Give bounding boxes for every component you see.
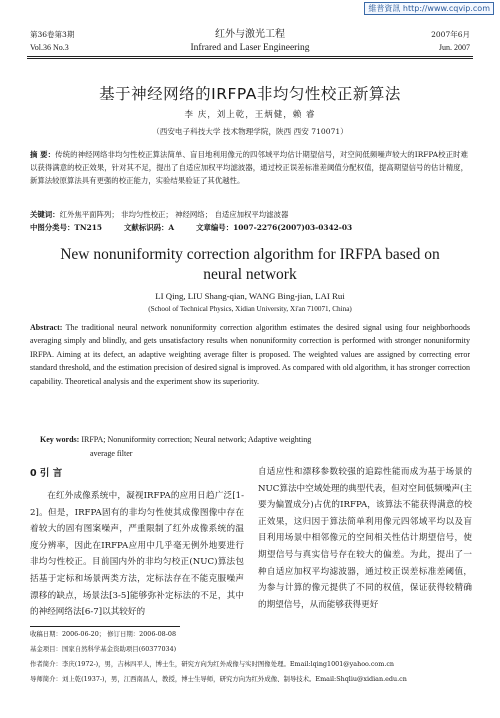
footnote-advisor-bio: 导师简介：刘上乾(1937-)，男，江西南昌人，教授，博士生导师，研究方向为红外成像、制导技术。Email:Shqliu@xidian.edu.cn xyxy=(30,675,407,683)
abstract-text-en: The traditional neural network nonuniformity correction algorithm estimates the desired signal using four neighborhoods averaging simply and blindly, and gets unsatisfactory results when nonuniformity correction is performed with stronger nonuniformity IRFPA. Aiming at its defect, an adaptive weighting average filter is proposed. The weighted values are assigned by correcting error standard threshold, and the estimation precision of desired signal is improved. As compared with old algorithm, it has stronger correction capability. Theoretical analysis and the experiment show its superiority. xyxy=(30,323,470,386)
title-cn: 基于神经网络的IRFPA非均匀性校正新算法 xyxy=(99,85,401,103)
abstract-cn xyxy=(30,148,468,188)
section-heading: 0 引 言 xyxy=(30,468,63,479)
footnote-received: 收稿日期：2006-06-20； 修订日期：2006-08-08 xyxy=(30,630,177,638)
abstract-text-cn: 传统的神经网络非均匀性校正算法简单、盲目地利用像元的四邻域平均估计期望信号，对空间低频噪声较大的IRFPA校正时难以获得满意的校正效果，针对其不足，提出了自适应加权平均滤波器，通过校正误差标准差阈值分配权值，提高期望信号的估计精度，新算法较原算法具有更强的校正能力，实验结果验证了其优越性。 xyxy=(30,150,468,186)
abstract-en xyxy=(30,321,470,388)
date-en: Jun. 2007 xyxy=(438,43,470,52)
keywords-text-cn: 红外焦平面阵列； 非均匀性校正； 神经网络； 自适应加权平均滤波器 xyxy=(59,210,289,219)
footnote-author-bio: 作者简介：李庆(1972-)，男，吉林四平人，博士生，研究方向为红外成像与实时图像处理。Email:lqing1001@yahoo.com.cn xyxy=(30,660,395,668)
abstract-label-cn: 摘 要： xyxy=(30,150,56,159)
keywords-en xyxy=(30,433,470,446)
journal-en: Infrared and Laser Engineering xyxy=(190,43,310,53)
footnote-fund: 基金项目：国家自然科学基金资助项目(60377034) xyxy=(30,645,177,653)
classification-row xyxy=(30,221,468,234)
affiliation-cn: （西安电子科技大学 技术物理学院，陕西 西安 710071） xyxy=(152,127,348,136)
authors-en: LI Qing, LIU Shang-qian, WANG Bing-jian, LAI Rui xyxy=(155,291,345,301)
doc-code-cn: 文献标识码：A xyxy=(124,223,175,232)
volume-cn: 第36卷第3期 xyxy=(30,30,75,39)
authors-cn: 李 庆，刘上乾，王炳健，赖 睿 xyxy=(184,110,316,120)
body-left-column: 在红外成像系统中，凝视IRFPA的应用日趋广泛[1-2]。但是，IRFPA固有的非均匀性使其成像图像中存在着较大的固有图案噪声，严重限制了红外成像系统的温度分辨率，因此在IRFPA应用中几乎毫无例外地要进行非均匀性校正。目前国内外的非均匀校正(NUC)算法包括基于定标和场景两类方法，定标法存在不能克服噪声漂移的缺点，场景法[3-5]能够弥补定标法的不足，其中的神经网络法[6-7]以其较好的 xyxy=(30,491,244,618)
body-right-column: 自适应性和漂移参数较强的追踪性能而成为基于场景的NUC算法中空域处理的典型代表，但对空间低频噪声(主要为偏置成分)占优的IRFPA，该算法不能获得满意的校正效果，这归因于算法简单利用像元四邻域平均以及盲目利用场景中相邻像元的空间相关性估计期望信号，使期望信号与真实信号存在较大的偏差。为此，提出了一种自适应加权平均滤波器，通过校正误差标准差阈值，为参与计算的像元提供了不同的权值，保证获得较精确的期望信号，从而能够获得更好 xyxy=(258,467,472,610)
header-rule-2 xyxy=(27,58,473,59)
volume-en: Vol.36 No.3 xyxy=(30,43,69,52)
title-en-line2: neural network xyxy=(203,266,297,283)
abstract-label-en: Abstract: xyxy=(30,323,63,332)
footnote-rule xyxy=(30,626,180,627)
article-id-cn: 文章编号：1007-2276(2007)03-0342-03 xyxy=(196,223,353,232)
keywords-label-cn: 关键词： xyxy=(30,210,60,219)
classification-cn: 中图分类号：TN215 xyxy=(30,223,103,232)
journal-cn: 红外与激光工程 xyxy=(215,29,285,40)
watermark-stamp[interactable]: 維普資訊 http://www.cqvip.com xyxy=(364,2,494,15)
date-cn: 2007年6月 xyxy=(431,30,470,39)
keywords-cn xyxy=(30,208,468,221)
header-rule xyxy=(27,56,473,57)
keywords-text-en-line1: IRFPA; Nonuniformity correction; Neural network; Adaptive weighting xyxy=(81,435,312,444)
keywords-label-en: Key words: xyxy=(40,435,80,444)
affiliation-en: (School of Technical Physics, Xidian University, Xi'an 710071, China) xyxy=(148,305,352,313)
title-en-line1: New nonuniformity correction algorithm for IRFPA based on xyxy=(60,246,440,263)
keywords-en-continued: average filter xyxy=(90,449,133,458)
